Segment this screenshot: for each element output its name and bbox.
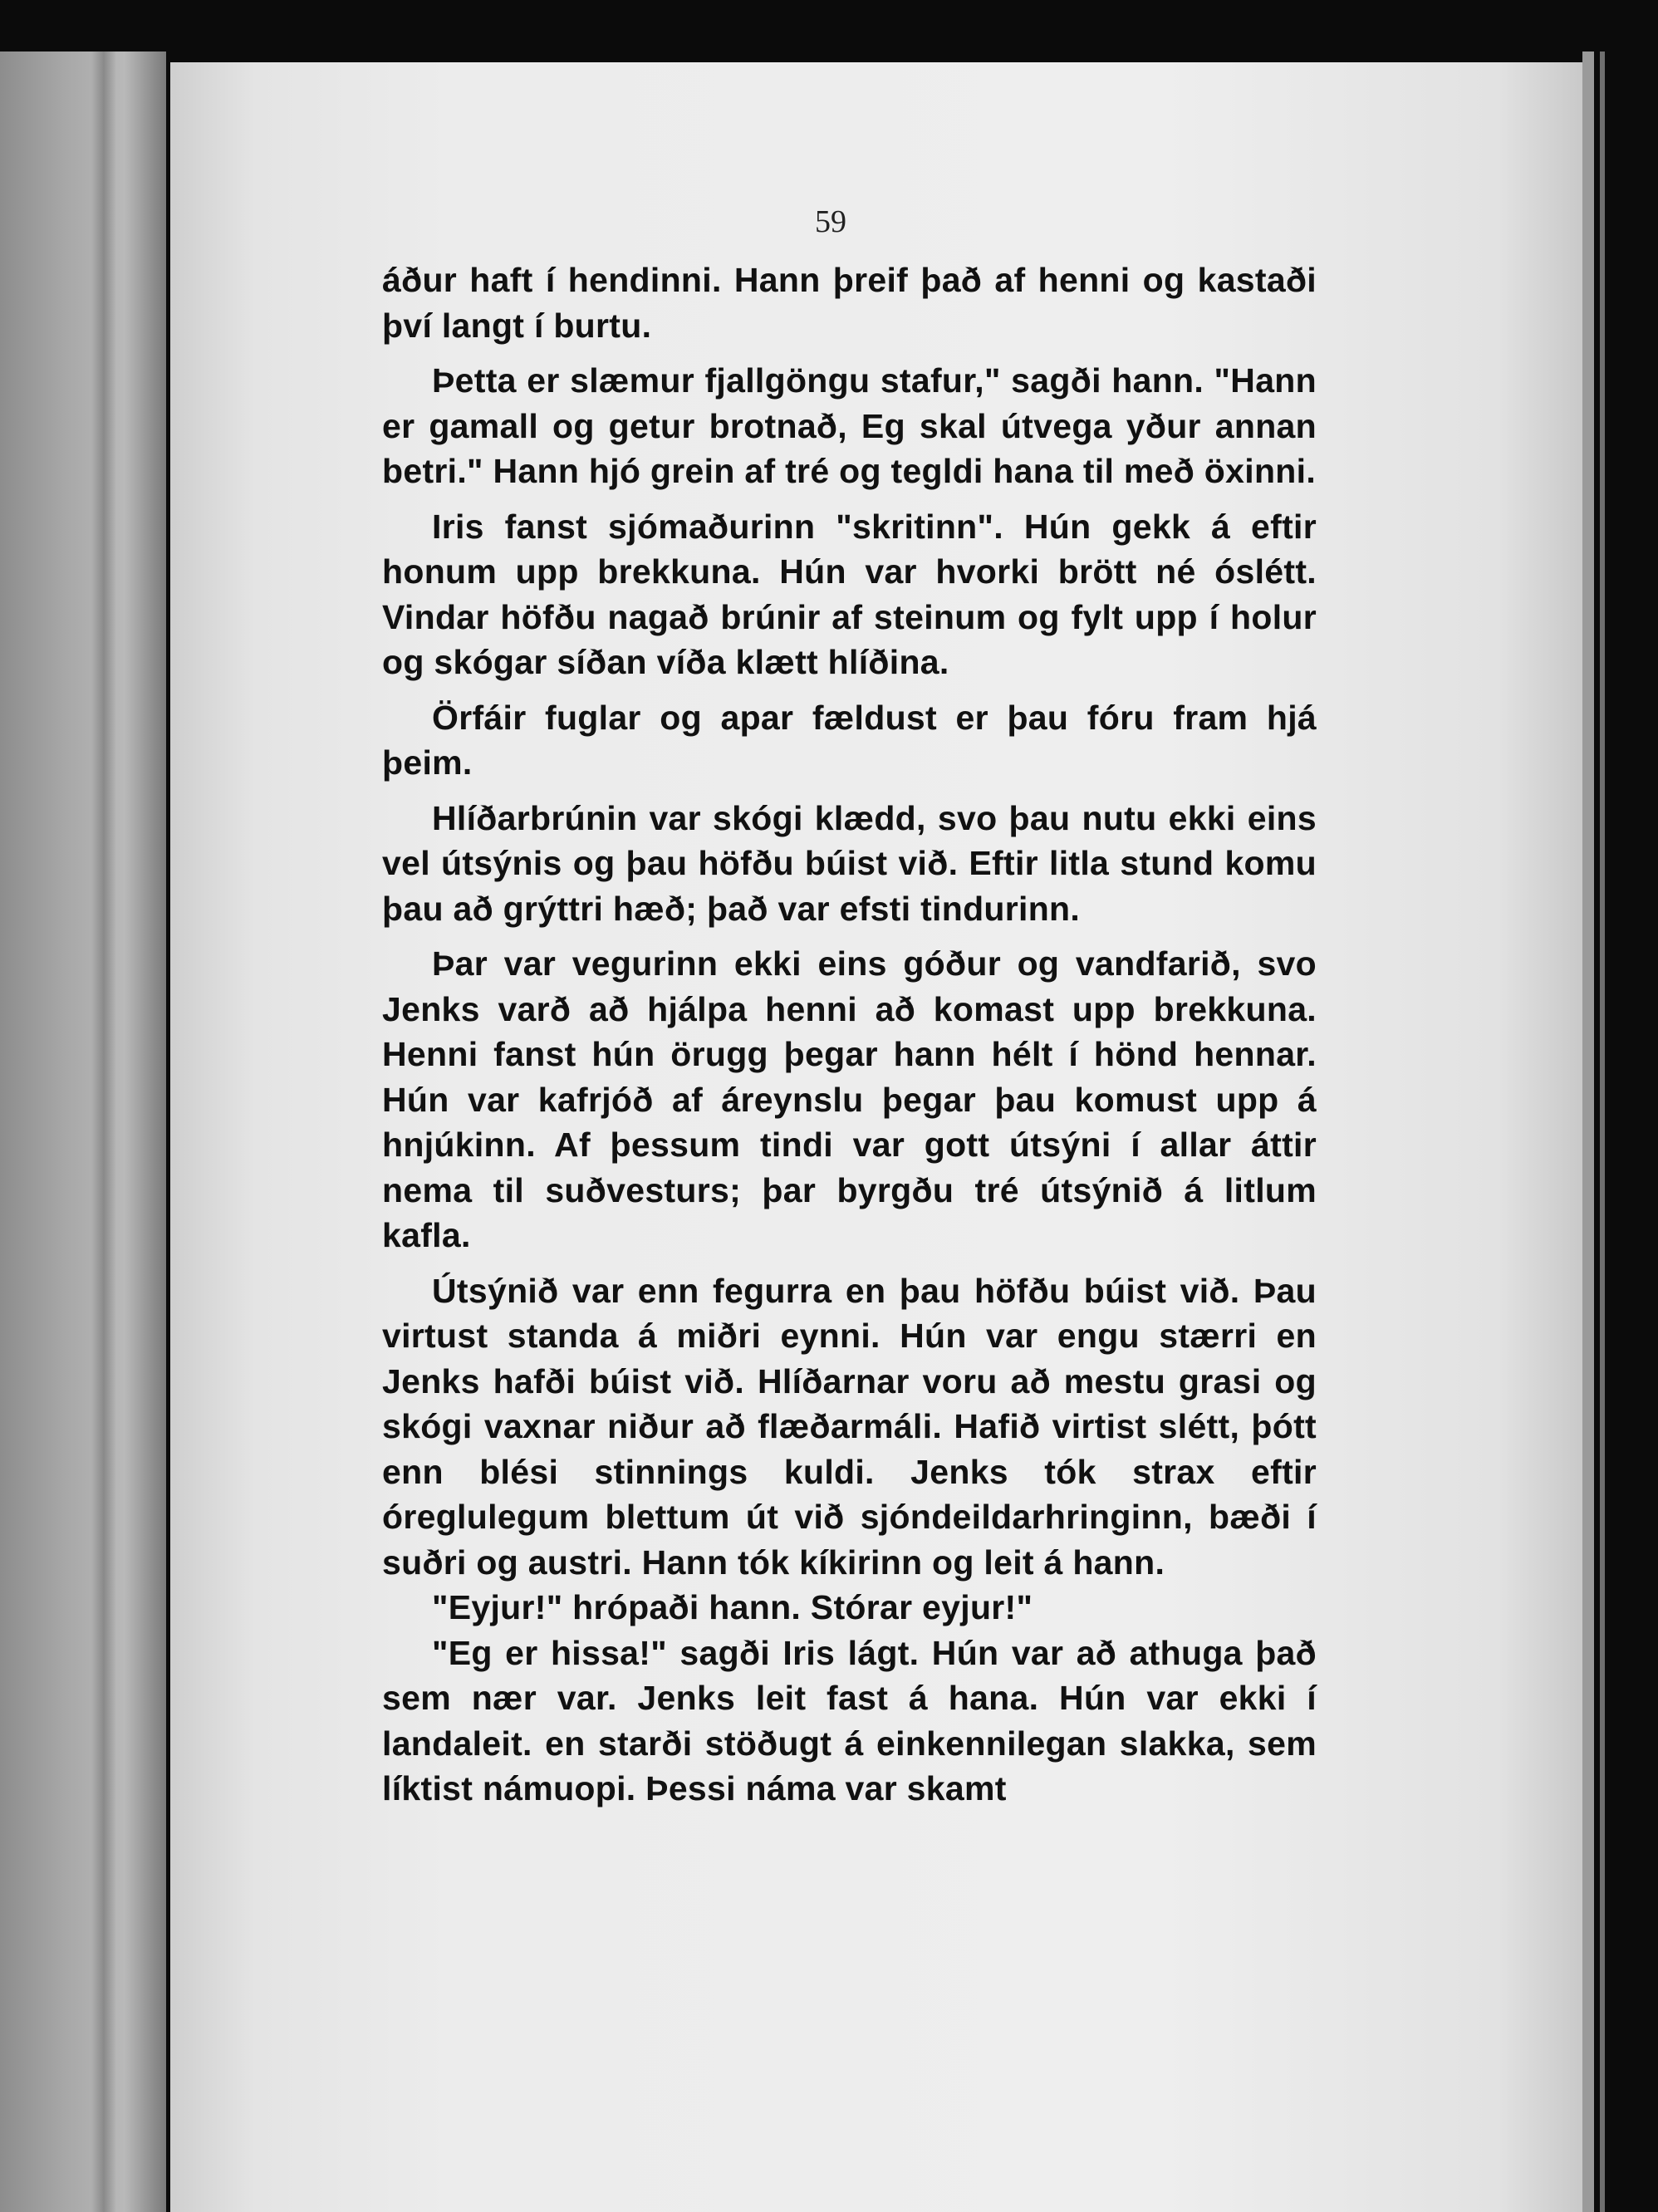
scan-border-line: [1600, 51, 1605, 2212]
paragraph: Örfáir fuglar og apar fældust er þau fóru fram hjá þeim.: [382, 698, 1317, 782]
page-body-text: [382, 257, 1317, 1812]
paragraph: Útsýnið var enn fegurra en þau höfðu búist við. Þau virtust standa á miðri eynni. Hún var engu stærri en Jenks hafði búist við. Hlíðarnar voru að mestu grasi og skógi vaxnar niður að flæðarmáli. Hafið virtist slétt, þótt enn blési stinnings kuldi. Jenks tók strax eftir óreglulegum blettum út við sjóndeildarhringinn, bæði í suðri og austri. Hann tók kíkirinn og leit á hann.: [382, 1271, 1317, 1582]
page-number: 59: [815, 204, 846, 239]
paragraph: Hlíðarbrúnin var skógi klædd, svo þau nutu ekki eins vel útsýnis og þau höfðu búist við. Eftir litla stund komu þau að grýttri hæð; það var efsti tindurinn.: [382, 798, 1317, 928]
paragraph: Þetta er slæmur fjallgöngu stafur," sagði hann. "Hann er gamall og getur brotnað, Eg skal útvega yður annan betri." Hann hjó grein af tré og tegldi hana til með öxinni.: [382, 361, 1317, 490]
page-right-edge: [1582, 51, 1594, 2212]
paragraph: Iris fanst sjómaðurinn "skritinn". Hún gekk á eftir honum upp brekkuna. Hún var hvorki brött né óslétt. Vindar höfðu nagað brúnir af steinum og fylt upp í holur og skógar síðan víða klætt hlíðina.: [382, 507, 1317, 681]
paragraph: "Eg er hissa!" sagði Iris lágt. Hún var að athuga það sem nær var. Jenks leit fast á hana. Hún var ekki í landaleit. en starði stöðugt á einkennilegan slakka, sem líktist námuopi. Þessi náma var skamt: [382, 1633, 1317, 1807]
paragraph: áður haft í hendinni. Hann þreif það af henni og kastaði því langt í burtu.: [382, 261, 1317, 345]
paragraph: "Eyjur!" hrópaði hann. Stórar eyjur!": [432, 1588, 1033, 1626]
paragraph: Þar var vegurinn ekki eins góður og vandfarið, svo Jenks varð að hjálpa henni að komast upp brekkuna. Henni fanst hún örugg þegar hann hélt í hönd hennar. Hún var kafrjóð af áreynslu þegar þau komust upp á hnjúkinn. Af þessum tindi var gott útsýni í allar áttir nema til suðvesturs; þar byrgðu tré útsýnið á litlum kafla.: [382, 944, 1317, 1254]
binding-shadow: [91, 51, 116, 2212]
facing-page-edge: [0, 51, 166, 2212]
